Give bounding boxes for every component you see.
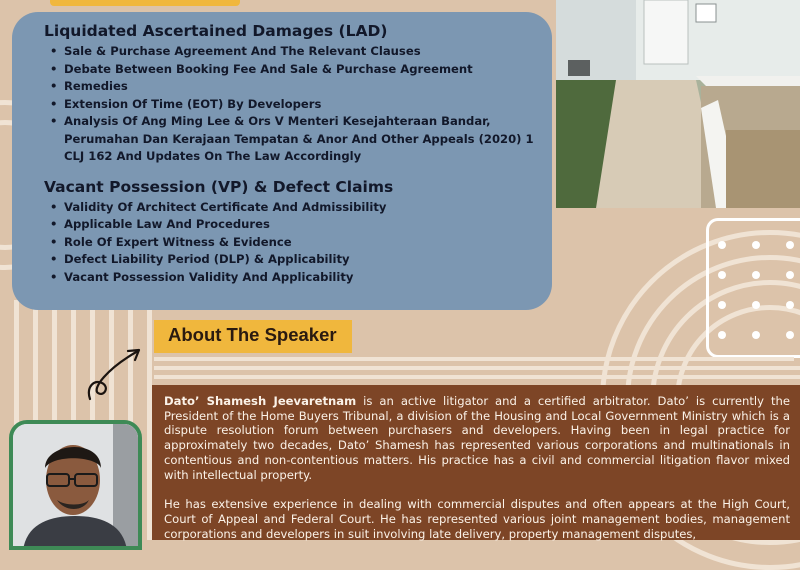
about-speaker-title: About The Speaker bbox=[168, 324, 337, 345]
list-item: • Validity Of Architect Certificate And Admissibility bbox=[44, 199, 534, 217]
list-item: • Vacant Possession Validity And Applicability bbox=[44, 269, 534, 287]
about-speaker-badge bbox=[154, 320, 352, 353]
lad-list bbox=[44, 43, 534, 166]
house-photo bbox=[556, 0, 800, 208]
dot bbox=[786, 241, 794, 249]
dot bbox=[718, 241, 726, 249]
dot bbox=[752, 241, 760, 249]
dot bbox=[752, 301, 760, 309]
house-illustration bbox=[556, 0, 800, 208]
list-item: • Remedies bbox=[44, 78, 534, 96]
list-item: • Analysis Of Ang Ming Lee & Ors V Menteri Kesejahteraan Bandar, Perumahan Dan Kerajaan Tempatan & Anor And Other Appeals (2020) 1 CLJ 162 And Updates On The Law Accordingly bbox=[44, 113, 534, 166]
divider-line bbox=[154, 366, 800, 370]
divider-line bbox=[154, 357, 794, 361]
dot bbox=[786, 271, 794, 279]
vp-list bbox=[44, 199, 534, 287]
lad-heading: Liquidated Ascertained Damages (LAD) bbox=[44, 22, 388, 40]
speaker-name: Dato’ Shamesh Jeevaretnam bbox=[164, 394, 357, 408]
dot bbox=[752, 331, 760, 339]
dot bbox=[718, 301, 726, 309]
dot bbox=[752, 271, 760, 279]
top-accent-bar bbox=[50, 0, 240, 6]
dot-grid-decoration bbox=[706, 218, 800, 358]
list-item: • Debate Between Booking Fee And Sale & Purchase Agreement bbox=[44, 61, 534, 79]
list-item: • Defect Liability Period (DLP) & Applicability bbox=[44, 251, 534, 269]
list-item: • Sale & Purchase Agreement And The Relevant Clauses bbox=[44, 43, 534, 61]
list-item: • Applicable Law And Procedures bbox=[44, 216, 534, 234]
speaker-portrait bbox=[9, 420, 142, 550]
vp-heading: Vacant Possession (VP) & Defect Claims bbox=[44, 177, 394, 196]
bio-text: is an active litigator and a certified arbitrator. Dato’ is currently the President of the Home Buyers Tribunal, a division of the Housing and Local Government Ministry which is a dispute resolution forum between purchasers and developers. Having been in legal practice for approximately two decades, Dato’ Shamesh has represented various corporations and multinationals in contentious and non-contentious matters. His practice has a civil and commercial litigation flavor mixed with intellectual property. bbox=[164, 394, 790, 482]
dot bbox=[718, 271, 726, 279]
speaker-bio bbox=[152, 385, 800, 540]
dot bbox=[786, 301, 794, 309]
speaker-photo bbox=[13, 424, 138, 550]
dot bbox=[786, 331, 794, 339]
bio-paragraph: He has extensive experience in dealing with commercial disputes and often appears at the High Court, Court of Appeal and Federal Court. He has represented various joint management bodies, management corporations and developers in suit involving late delivery, property management disputes, bbox=[164, 497, 790, 541]
list-item: • Extension Of Time (EOT) By Developers bbox=[44, 96, 534, 114]
curly-arrow-icon bbox=[84, 343, 146, 403]
divider-line bbox=[154, 375, 800, 379]
dot bbox=[718, 331, 726, 339]
list-item: • Role Of Expert Witness & Evidence bbox=[44, 234, 534, 252]
bio-paragraph bbox=[164, 394, 790, 482]
topics-card bbox=[12, 12, 552, 310]
